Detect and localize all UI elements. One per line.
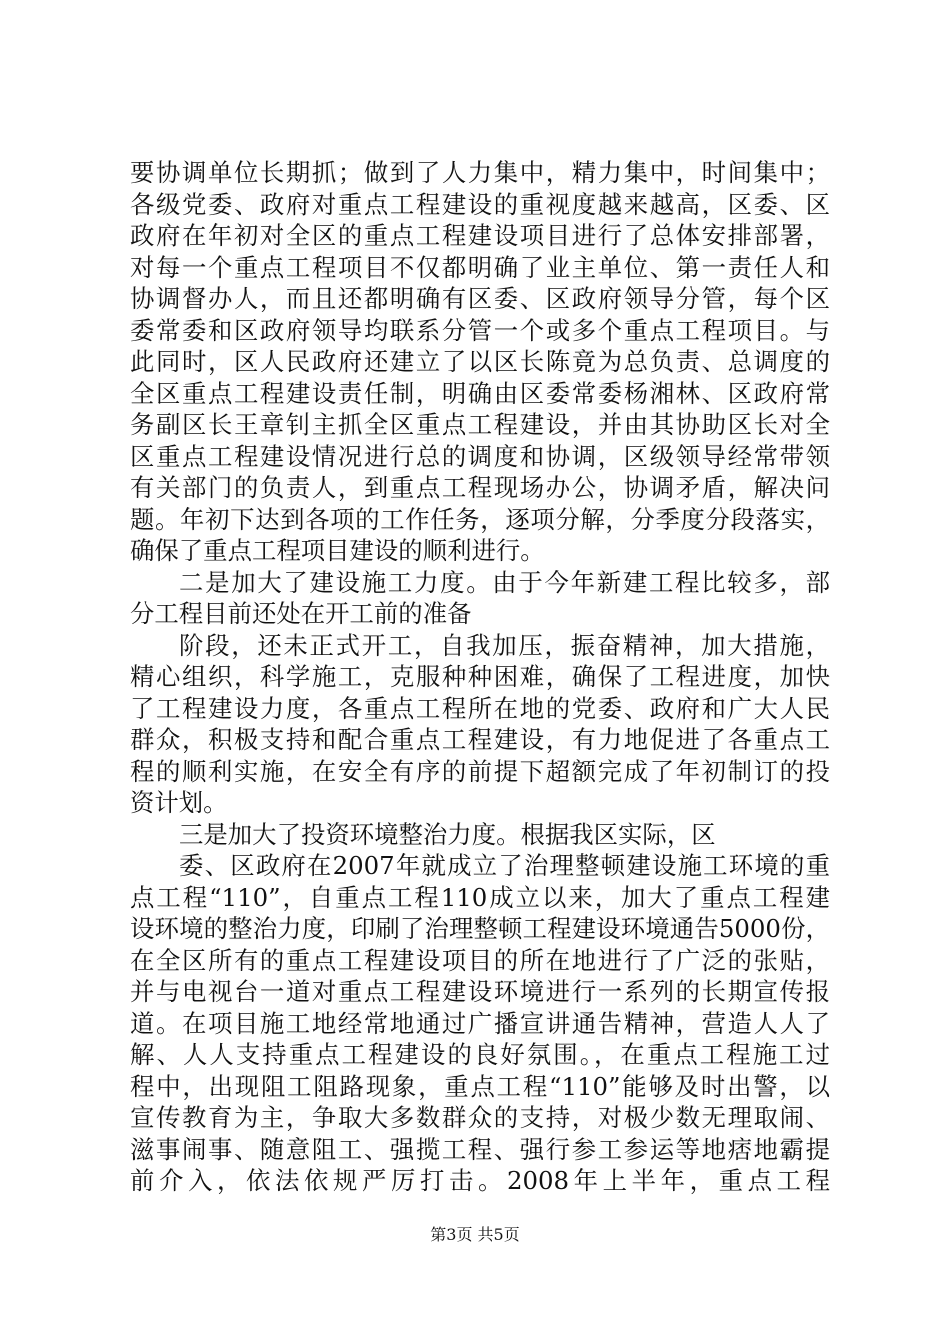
text-line: 精心组织，科学施工，克服种种困难，确保了工程进度，加快 [130, 662, 830, 691]
text-line: 在全区所有的重点工程建设项目的所在地进行了广泛的张贴， [130, 945, 830, 975]
text-line: 程的顺利实施，在安全有序的前提下超额完成了年初制订的投 [130, 756, 830, 786]
text-line: 三是加大了投资环境整治力度。根据我区实际，区 [179, 819, 716, 849]
text-line: 协调督办人，而且还都明确有区委、区政府领导分管，每个区 [130, 284, 830, 313]
text-line: 宣传教育为主，争取大多数群众的支持，对极少数无理取闹、 [130, 1103, 830, 1132]
text-line: 政府在年初对全区的重点工程建设项目进行了总体安排部署， [130, 221, 830, 250]
text-line: 委、区政府在2007年就成立了治理整顿建设施工环境的重 [179, 851, 830, 880]
text-line: 设环境的整治力度，印刷了治理整顿工程建设环境通告5000份， [130, 914, 830, 943]
text-line: 此同时，区人民政府还建立了以区长陈竟为总负责、总调度的 [130, 347, 830, 376]
text-line: 解、人人支持重点工程建设的良好氛围。，在重点工程施工过 [130, 1040, 830, 1069]
text-line: 前介入，依法依规严厉打击。2008年上半年，重点工程 [130, 1166, 830, 1195]
text-line: 点工程“110”，自重点工程110成立以来，加大了重点工程建 [130, 882, 830, 912]
text-line: 要协调单位长期抓；做到了人力集中，精力集中，时间集中； [130, 158, 830, 187]
text-line: 区重点工程建设情况进行总的调度和协调，区级领导经常带领 [130, 441, 830, 471]
text-line: 程中，出现阻工阻路现象，重点工程“110”能够及时出警，以 [130, 1071, 830, 1101]
text-line: 各级党委、政府对重点工程建设的重视度越来越高，区委、区 [130, 189, 830, 219]
page-footer: 第3页 共5页 [430, 1225, 520, 1244]
text-line: 资计划。 [130, 788, 228, 817]
body-text [130, 157, 830, 1197]
text-line: 群众，积极支持和配合重点工程建设，有力地促进了各重点工 [130, 725, 830, 754]
text-line: 确保了重点工程项目建设的顺利进行。 [130, 536, 545, 565]
text-line: 委常委和区政府领导均联系分管一个或多个重点工程项目。与 [130, 315, 830, 345]
text-line: 滋事闹事、随意阻工、强揽工程、强行参工参运等地痞地霸提 [130, 1134, 830, 1164]
text-line: 道。在项目施工地经常地通过广播宣讲通告精神，营造人人了 [130, 1008, 830, 1038]
text-line: 了工程建设力度，各重点工程所在地的党委、政府和广大人民 [130, 693, 830, 723]
text-line: 全区重点工程建设责任制，明确由区委常委杨湘林、区政府常 [130, 378, 830, 408]
text-line: 阶段，还未正式开工，自我加压，振奋精神，加大措施， [179, 630, 830, 660]
text-line: 务副区长王章钊主抓全区重点工程建设，并由其协助区长对全 [130, 410, 830, 439]
text-line: 题。年初下达到各项的工作任务，逐项分解，分季度分段落实， [130, 504, 830, 534]
text-line: 分工程目前还处在开工前的准备 [130, 599, 472, 628]
text-line: 对每一个重点工程项目不仅都明确了业主单位、第一责任人和 [130, 252, 830, 282]
text-line: 二是加大了建设施工力度。由于今年新建工程比较多，部 [179, 567, 830, 597]
text-line: 有关部门的负责人，到重点工程现场办公，协调矛盾，解决问 [130, 473, 830, 502]
text-line: 并与电视台一道对重点工程建设环境进行一系列的长期宣传报 [130, 977, 830, 1006]
